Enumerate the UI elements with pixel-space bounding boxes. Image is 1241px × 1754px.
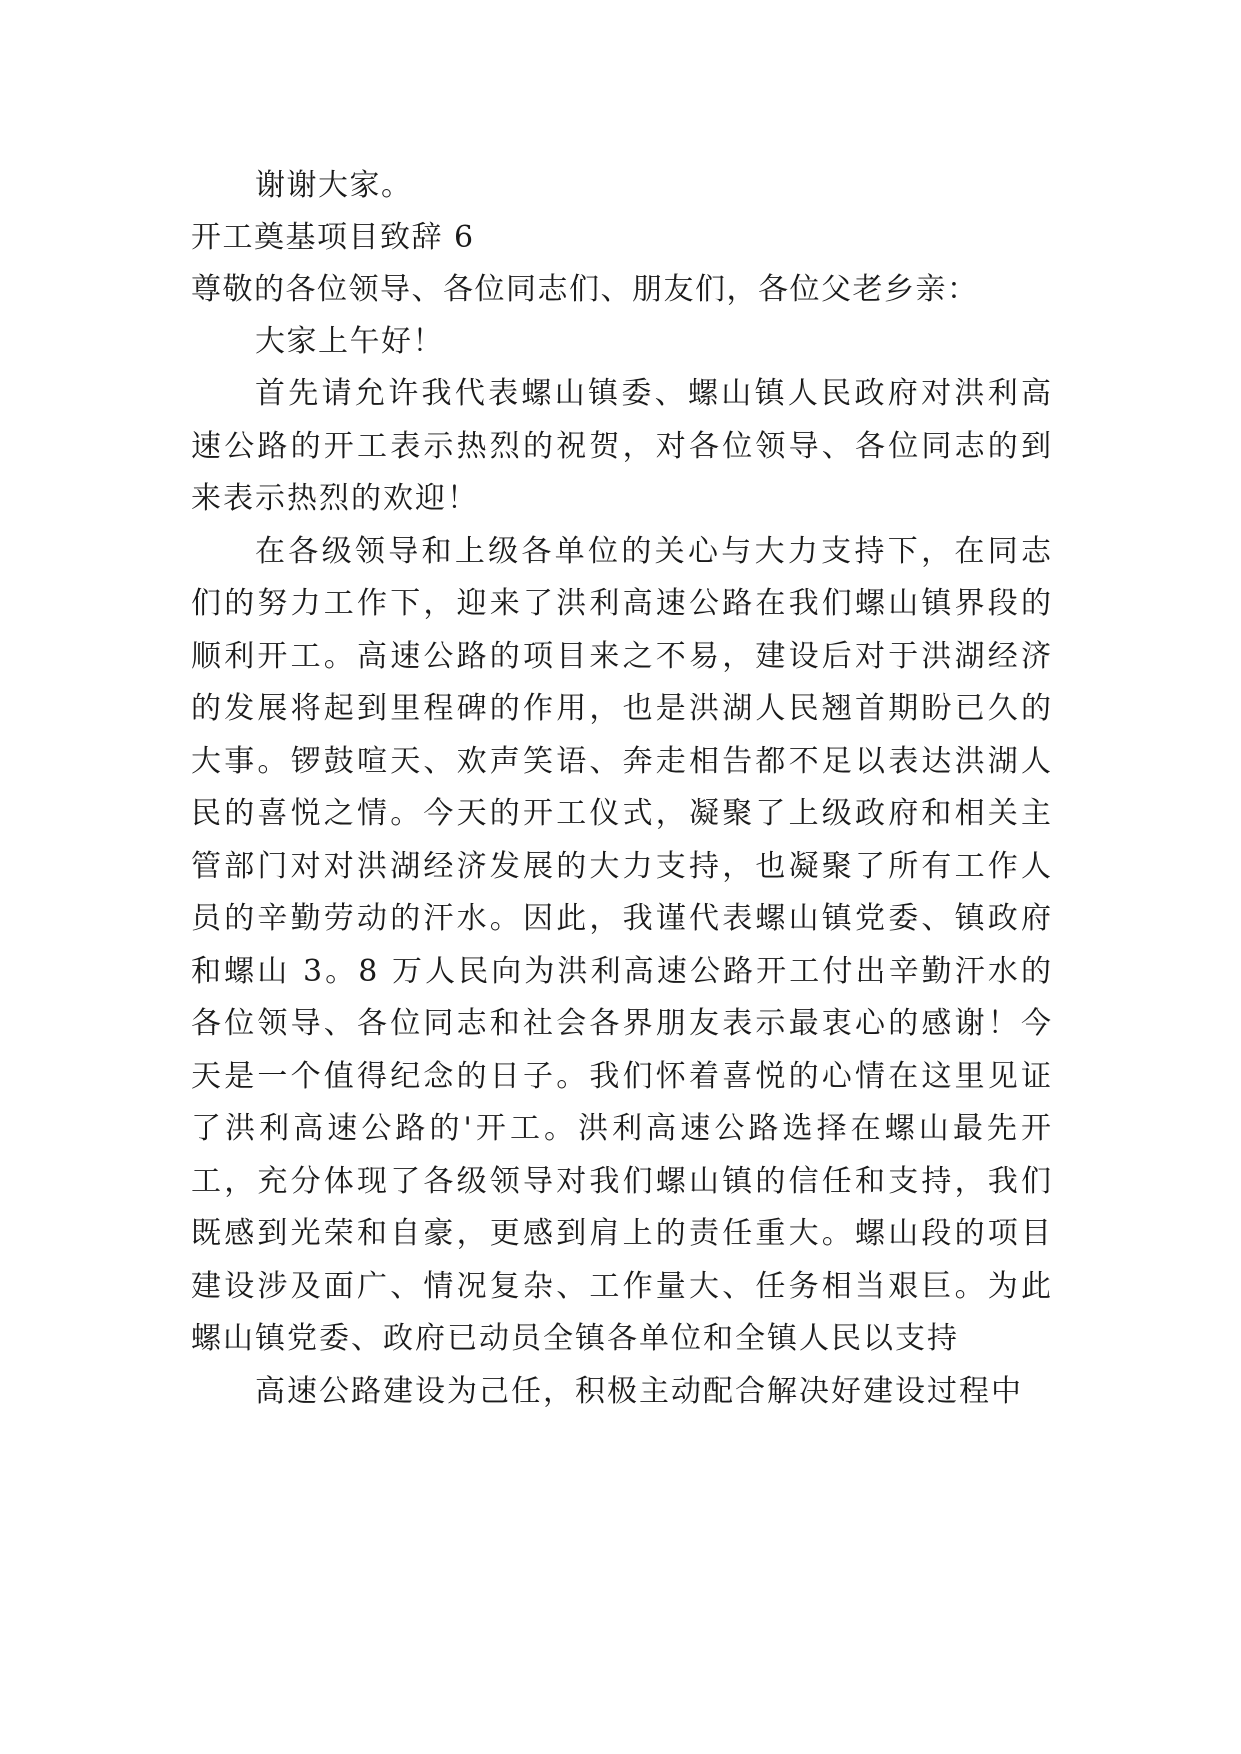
closing-line: 谢谢大家。 — [255, 168, 413, 203]
paragraph-main: 在各级领导和上级各单位的关心与大力支持下，在同志们的努力工作下，迎来了洪利高速公路在我们螺山镇界段的顺利开工。高速公路的项目来之不易，建设后对于洪湖经济的发展将起到里程碑的作用，也是洪湖人民翘首期盼已久的大事。锣鼓喧天、欢声笑语、奔走相告都不足以表达洪湖人民的喜悦之情。今天的开工仪式，凝聚了上级政府和相关主管部门对对洪湖经济发展的大力支持，也凝聚了所有工作人员的辛勤劳动的汗水。因此，我谨代表螺山镇党委、镇政府和螺山 3。8 万人民向为洪利高速公路开工付出辛勤汗水的各位领导、各位同志和社会各界朋友表示最衷心的感谢！今天是一个值得纪念的日子。我们怀着喜悦的心情在这里见证了洪利高速公路的'开工。洪利高速公路选择在螺山最先开工，充分体现了各级领导对我们螺山镇的信任和支持，我们既感到光荣和自豪，更感到肩上的责任重大。螺山段的项目建设涉及面广、情况复杂、工作量大、任务相当艰巨。为此螺山镇党委、政府已动员全镇各单位和全镇人民以支持 — [191, 533, 1053, 1356]
document-body — [191, 160, 1053, 1418]
greeting: 大家上午好！ — [255, 324, 444, 359]
salutation: 尊敬的各位领导、各位同志们、朋友们，各位父老乡亲： — [191, 272, 979, 307]
paragraph-continuation: 高速公路建设为己任，积极主动配合解决好建设过程中 — [255, 1373, 1023, 1409]
paragraph-congratulation: 首先请允许我代表螺山镇委、螺山镇人民政府对洪利高速公路的开工表示热烈的祝贺，对各位领导、各位同志的到来表示热烈的欢迎！ — [191, 376, 1053, 516]
section-title: 开工奠基项目致辞 6 — [191, 220, 475, 255]
